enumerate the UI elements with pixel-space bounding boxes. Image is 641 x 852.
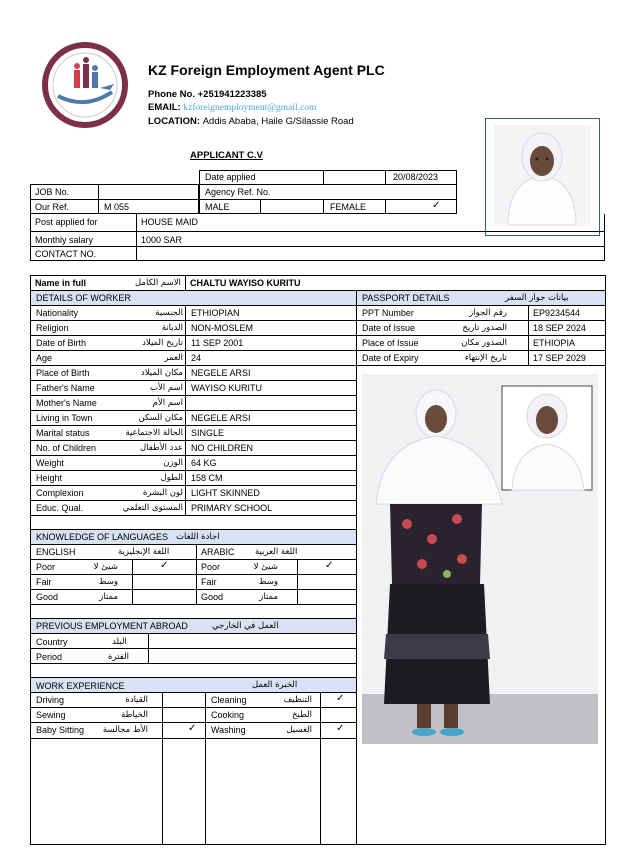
arabic-level-ar: وسط	[258, 577, 278, 587]
detail-row-line	[30, 485, 356, 486]
experience-left-label: Driving	[36, 695, 65, 705]
detail-value: PRIMARY SCHOOL	[191, 503, 273, 513]
experience-row-line	[30, 707, 356, 708]
detail-label: Religion	[36, 323, 69, 333]
experience-right-check: ✓	[336, 723, 345, 734]
detail-row-line	[30, 380, 356, 381]
name-label: Name in full	[35, 278, 87, 288]
detail-label: Complexion	[36, 488, 84, 498]
experience-right-ar: الغسيل	[286, 725, 312, 735]
name-label-ar: الاسم الكامل	[135, 278, 181, 288]
detail-value: 64 KG	[191, 458, 217, 468]
detail-label-ar: عدد الأطفال	[139, 443, 183, 453]
detail-label-ar: اسم الأم	[152, 398, 183, 408]
passport-label: PPT Number	[362, 308, 414, 318]
experience-left-ar: الخياطة	[121, 710, 148, 720]
passport-label-ar: الصدور تاريخ	[462, 323, 507, 333]
english-level-ar: شيئ لا	[93, 562, 118, 572]
experience-left-ar: القيادة	[125, 695, 148, 705]
post-value: HOUSE MAID	[141, 217, 199, 227]
company-location	[148, 116, 354, 127]
detail-label: Father's Name	[36, 383, 95, 393]
passport-label-ar: الصدور مكان	[461, 338, 507, 348]
detail-label: Mother's Name	[36, 398, 97, 408]
detail-value: 11 SEP 2001	[191, 338, 244, 348]
detail-label-ar: المستوى التعلمي	[122, 503, 183, 513]
language-row-line	[30, 574, 356, 575]
passport-label-ar: رقم الجواز	[469, 308, 507, 318]
passport-label: Date of Expiry	[362, 353, 419, 363]
arabic-level-ar: شيئ لا	[253, 562, 278, 572]
experience-left-check: ✓	[188, 723, 197, 734]
detail-row-line	[30, 440, 356, 441]
detail-label-ar: لون البشرة	[142, 488, 183, 498]
detail-label-ar: الطول	[160, 473, 183, 483]
detail-row-line	[30, 365, 356, 366]
detail-value: NEGELE ARSI	[191, 368, 251, 378]
languages-header-ar: اجادة اللغات	[176, 532, 220, 542]
detail-label-ar: العمر	[164, 353, 183, 363]
name-value: CHALTU WAYISO KURITU	[190, 278, 301, 288]
detail-row-line	[30, 335, 356, 336]
detail-label-ar: مكان الميلاد	[140, 368, 183, 378]
passport-row-line	[356, 365, 606, 366]
experience-right-ar: الطبخ	[292, 710, 312, 720]
experience-right-ar: التنظيف	[283, 695, 312, 705]
detail-row-line	[30, 320, 356, 321]
english-level-check: ✓	[160, 560, 169, 571]
country-label: Country	[36, 637, 68, 647]
post-label: Post applied for	[35, 217, 98, 227]
passport-value: EP9234544	[533, 308, 581, 318]
details-header-label: DETAILS OF WORKER	[36, 293, 131, 303]
detail-value: 158 CM	[191, 473, 223, 483]
job-no-label: JOB No.	[35, 187, 70, 197]
detail-label-ar: الديانة	[161, 323, 183, 333]
passport-row-line	[356, 320, 606, 321]
phone-label: Phone No.	[148, 89, 198, 100]
detail-value: SINGLE	[191, 428, 225, 438]
detail-label: Height	[36, 473, 63, 483]
detail-col-line	[185, 305, 186, 515]
company-phone	[148, 89, 267, 100]
english-level-ar: وسط	[98, 577, 118, 587]
detail-row-line	[30, 500, 356, 501]
detail-value: 24	[191, 353, 202, 363]
detail-label: No. of Children	[36, 443, 97, 453]
detail-value: NON-MOSLEM	[191, 323, 254, 333]
detail-row-line	[30, 455, 356, 456]
detail-row-line	[30, 395, 356, 396]
experience-right-label: Cleaning	[211, 695, 247, 705]
detail-label: Age	[36, 353, 53, 363]
detail-row-line	[30, 350, 356, 351]
arabic-level-ar: ممتاز	[259, 592, 278, 602]
experience-left-ar: الأط مجالسة	[102, 725, 148, 735]
experience-left-label: Sewing	[36, 710, 66, 720]
period-label-ar: الفترة	[108, 652, 129, 662]
passport-value: 18 SEP 2024	[533, 323, 586, 333]
arabic-level-label: Fair	[201, 577, 217, 587]
detail-value: NO CHILDREN	[191, 443, 254, 453]
passport-header-ar: بيانات جواز السفر	[505, 293, 569, 303]
location-value: Addis Ababa, Haile G/Silassie Road	[202, 116, 354, 127]
email-label: EMAIL:	[148, 102, 184, 113]
arabic-level-label: Poor	[201, 562, 221, 572]
language-row-line	[30, 589, 356, 590]
salary-value: 1000 SAR	[141, 235, 183, 245]
arabic-label: ARABIC	[201, 547, 235, 557]
salary-label: Monthly salary	[35, 235, 94, 245]
experience-right-label: Washing	[211, 725, 246, 735]
date-applied-value: 20/08/2023	[393, 172, 439, 182]
detail-label: Date of Birth	[36, 338, 87, 348]
detail-label: Educ. Qual.	[36, 503, 84, 513]
post-block	[30, 214, 605, 261]
doc-title: APPLICANT C.V	[190, 150, 263, 161]
english-level-label: Fair	[36, 577, 52, 587]
our-ref-label: Our Ref.	[35, 202, 70, 212]
period-label: Period	[36, 652, 63, 662]
experience-right-label: Cooking	[211, 710, 245, 720]
english-label-ar: اللغة الإنجليزية	[118, 547, 170, 557]
previous-header-ar: العمل في الخارجي	[212, 621, 279, 631]
our-ref-value: M 055	[104, 202, 130, 212]
passport-row-line	[356, 350, 606, 351]
detail-label: Marital status	[36, 428, 90, 438]
passport-value: 17 SEP 2029	[533, 353, 586, 363]
detail-label-ar: الحالة الاجتماعية	[125, 428, 183, 438]
english-level-label: Poor	[36, 562, 56, 572]
passport-header-label: PASSPORT DETAILS	[362, 293, 450, 303]
passport-row-line	[356, 335, 606, 336]
detail-value: WAYISO KURITU	[191, 383, 263, 393]
phone-value: +251941223385	[197, 89, 267, 100]
detail-row-line	[30, 425, 356, 426]
experience-header-ar: الخبرة العمل	[252, 680, 298, 690]
arabic-label-ar: اللغة العربية	[255, 547, 298, 557]
detail-value: NEGELE ARSI	[191, 413, 251, 423]
detail-row-line	[30, 470, 356, 471]
detail-label: Place of Birth	[36, 368, 90, 378]
agency-ref-label: Agency Ref. No.	[205, 187, 271, 197]
passport-col-line	[528, 305, 529, 365]
date-applied-label: Date applied	[205, 172, 256, 182]
passport-value: ETHIOPIA	[533, 338, 576, 348]
detail-label-ar: تاريخ الميلاد	[142, 338, 183, 348]
passport-label: Date of Issue	[362, 323, 416, 333]
company-email	[148, 102, 316, 114]
experience-right-check: ✓	[336, 693, 345, 704]
female-check: ✓	[432, 200, 441, 211]
passport-label: Place of Issue	[362, 338, 419, 348]
full-length-photo	[362, 374, 598, 744]
previous-header-label: PREVIOUS EMPLOYMENT ABROAD	[36, 621, 188, 631]
detail-label-ar: الجنسية	[155, 308, 183, 318]
male-label: MALE	[205, 202, 230, 212]
experience-header-label: WORK EXPERIENCE	[36, 681, 125, 691]
detail-label-ar: مكان السكن	[138, 413, 183, 423]
detail-value: LIGHT SKINNED	[191, 488, 260, 498]
email-value[interactable]: kzforeignemployment@gmail.com	[183, 103, 317, 113]
arabic-level-check: ✓	[325, 560, 334, 571]
english-level-ar: ممتاز	[99, 592, 118, 602]
passport-label-ar: تاريخ الإنتهاء	[464, 353, 507, 363]
arabic-level-label: Good	[201, 592, 224, 602]
experience-row-line	[30, 738, 356, 739]
female-label: FEMALE	[330, 202, 367, 212]
detail-row-line	[30, 515, 356, 516]
detail-label-ar: اسم الأب	[149, 383, 183, 393]
location-label: LOCATION:	[148, 116, 203, 127]
detail-label: Weight	[36, 458, 64, 468]
experience-row-line	[30, 722, 356, 723]
detail-label-ar: الوزن	[163, 458, 183, 468]
company-logo	[40, 40, 130, 130]
english-level-label: Good	[36, 592, 59, 602]
contact-label: CONTACT NO.	[35, 249, 97, 259]
languages-header-label: KNOWLEDGE OF LANGUAGES	[36, 532, 169, 542]
country-label-ar: البلد	[112, 637, 127, 647]
company-name: KZ Foreign Employment Agent PLC	[148, 62, 385, 78]
detail-label: Nationality	[36, 308, 79, 318]
detail-value: ETHIOPIAN	[191, 308, 240, 318]
english-label: ENGLISH	[36, 547, 76, 557]
detail-row-line	[30, 410, 356, 411]
detail-label: Living in Town	[36, 413, 93, 423]
experience-left-label: Baby Sitting	[36, 725, 85, 735]
